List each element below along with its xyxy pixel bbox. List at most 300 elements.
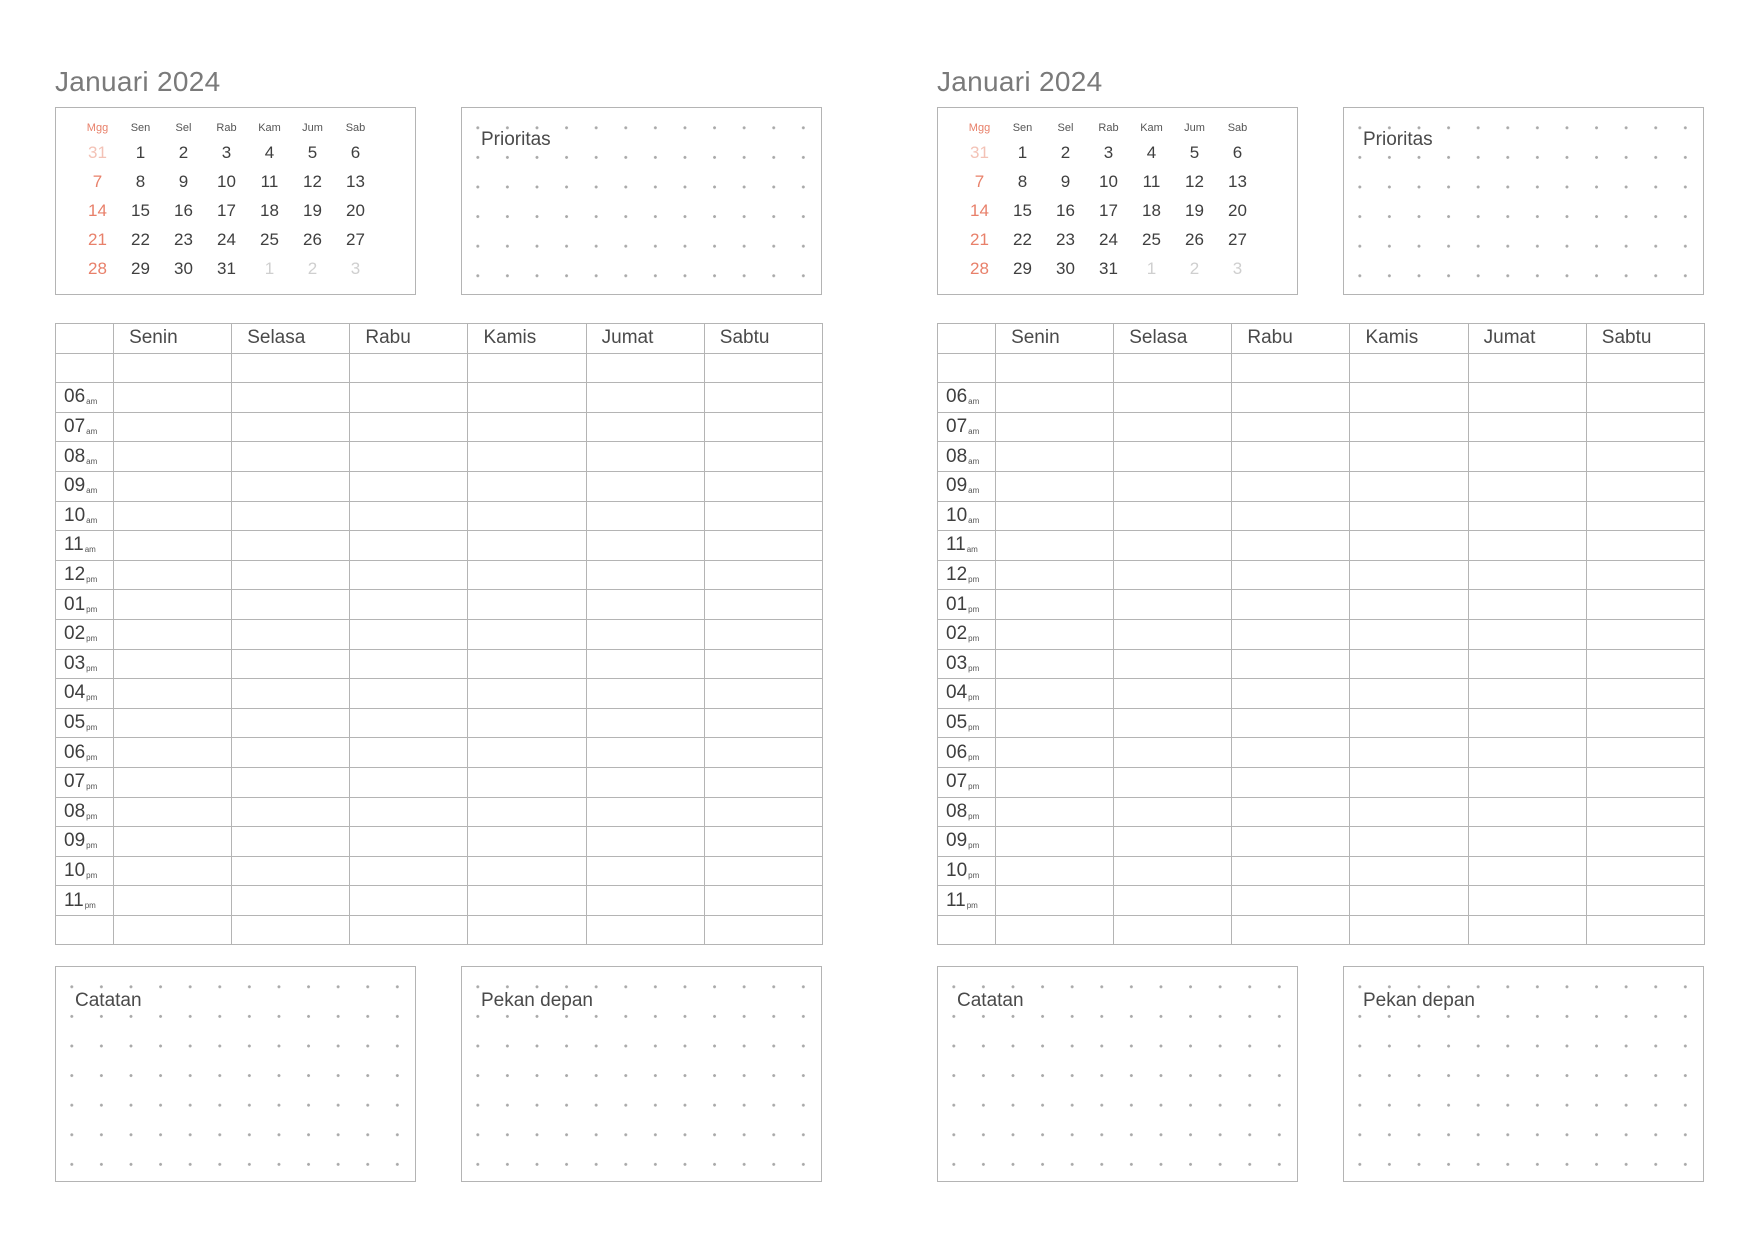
mini-calendar-day[interactable]: 15 xyxy=(1013,200,1032,220)
schedule-slot[interactable] xyxy=(114,708,232,738)
mini-calendar-day[interactable]: 1 xyxy=(135,142,146,162)
mini-calendar-day[interactable]: 25 xyxy=(260,229,279,249)
schedule-slot[interactable] xyxy=(1586,383,1704,413)
schedule-slot[interactable] xyxy=(232,797,350,827)
schedule-slot[interactable] xyxy=(468,708,586,738)
schedule-slot[interactable] xyxy=(586,412,704,442)
schedule-slot[interactable] xyxy=(704,471,822,501)
schedule-slot[interactable] xyxy=(586,442,704,472)
schedule-slot[interactable] xyxy=(1350,560,1468,590)
schedule-slot[interactable] xyxy=(1350,442,1468,472)
schedule-slot[interactable] xyxy=(232,619,350,649)
mini-calendar-day[interactable]: 18 xyxy=(260,200,279,220)
schedule-slot[interactable] xyxy=(1350,590,1468,620)
schedule-slot[interactable] xyxy=(1114,383,1232,413)
schedule-slot[interactable] xyxy=(1468,679,1586,709)
mini-calendar-day[interactable]: 12 xyxy=(1185,171,1204,191)
schedule-slot[interactable] xyxy=(1586,856,1704,886)
schedule-slot[interactable] xyxy=(232,531,350,561)
schedule-slot[interactable] xyxy=(114,560,232,590)
schedule-slot[interactable] xyxy=(1350,383,1468,413)
schedule-slot[interactable] xyxy=(996,383,1114,413)
schedule-slot[interactable] xyxy=(1468,353,1586,383)
schedule-slot[interactable] xyxy=(704,886,822,916)
schedule-slot[interactable] xyxy=(704,560,822,590)
schedule-slot[interactable] xyxy=(1586,649,1704,679)
next-week-box[interactable] xyxy=(461,966,822,1182)
schedule-slot[interactable] xyxy=(996,442,1114,472)
schedule-slot[interactable] xyxy=(704,353,822,383)
mini-calendar-day[interactable]: 31 xyxy=(217,258,236,278)
schedule-slot[interactable] xyxy=(114,856,232,886)
schedule-slot[interactable] xyxy=(232,738,350,768)
schedule-slot[interactable] xyxy=(1468,738,1586,768)
mini-calendar-day[interactable]: 21 xyxy=(970,229,989,249)
schedule-slot[interactable] xyxy=(1232,531,1350,561)
mini-calendar-day[interactable]: 11 xyxy=(1142,171,1161,191)
mini-calendar-day[interactable]: 2 xyxy=(1189,258,1200,278)
schedule-slot[interactable] xyxy=(704,797,822,827)
schedule-slot[interactable] xyxy=(1350,353,1468,383)
schedule-slot[interactable] xyxy=(1114,679,1232,709)
schedule-slot[interactable] xyxy=(1468,501,1586,531)
schedule-slot[interactable] xyxy=(468,797,586,827)
schedule-slot[interactable] xyxy=(468,471,586,501)
schedule-slot[interactable] xyxy=(586,738,704,768)
schedule-slot[interactable] xyxy=(350,797,468,827)
schedule-slot[interactable] xyxy=(1350,531,1468,561)
schedule-slot[interactable] xyxy=(1232,679,1350,709)
mini-calendar-day[interactable]: 20 xyxy=(1228,200,1247,220)
mini-calendar-day[interactable]: 1 xyxy=(1146,258,1157,278)
mini-calendar-day[interactable]: 5 xyxy=(1189,142,1200,162)
schedule-slot[interactable] xyxy=(996,915,1114,945)
mini-calendar-day[interactable]: 8 xyxy=(1017,171,1028,191)
schedule-slot[interactable] xyxy=(1350,501,1468,531)
schedule-slot[interactable] xyxy=(996,797,1114,827)
schedule-slot[interactable] xyxy=(1350,738,1468,768)
schedule-slot[interactable] xyxy=(586,886,704,916)
schedule-slot[interactable] xyxy=(114,471,232,501)
schedule-slot[interactable] xyxy=(1586,501,1704,531)
schedule-slot[interactable] xyxy=(996,531,1114,561)
schedule-slot[interactable] xyxy=(1232,619,1350,649)
schedule-slot[interactable] xyxy=(232,560,350,590)
schedule-slot[interactable] xyxy=(1350,619,1468,649)
mini-calendar-day[interactable]: 27 xyxy=(1228,229,1247,249)
schedule-slot[interactable] xyxy=(1114,649,1232,679)
schedule-slot[interactable] xyxy=(468,915,586,945)
schedule-slot[interactable] xyxy=(1586,738,1704,768)
schedule-slot[interactable] xyxy=(350,353,468,383)
schedule-slot[interactable] xyxy=(586,797,704,827)
schedule-slot[interactable] xyxy=(586,767,704,797)
mini-calendar-day[interactable]: 22 xyxy=(131,229,150,249)
schedule-slot[interactable] xyxy=(1114,471,1232,501)
schedule-slot[interactable] xyxy=(704,767,822,797)
mini-calendar-day[interactable]: 3 xyxy=(1232,258,1243,278)
mini-calendar-day[interactable]: 31 xyxy=(1099,258,1118,278)
schedule-slot[interactable] xyxy=(468,383,586,413)
schedule-slot[interactable] xyxy=(232,827,350,857)
mini-calendar-day[interactable]: 23 xyxy=(174,229,193,249)
mini-calendar-day[interactable]: 1 xyxy=(264,258,275,278)
schedule-slot[interactable] xyxy=(1586,886,1704,916)
mini-calendar-day[interactable]: 28 xyxy=(88,258,107,278)
schedule-slot[interactable] xyxy=(1586,797,1704,827)
schedule-slot[interactable] xyxy=(350,383,468,413)
schedule-slot[interactable] xyxy=(114,442,232,472)
schedule-slot[interactable] xyxy=(1232,442,1350,472)
schedule-slot[interactable] xyxy=(350,679,468,709)
schedule-slot[interactable] xyxy=(350,738,468,768)
schedule-slot[interactable] xyxy=(1468,471,1586,501)
schedule-slot[interactable] xyxy=(996,827,1114,857)
schedule-slot[interactable] xyxy=(704,619,822,649)
schedule-slot[interactable] xyxy=(1468,797,1586,827)
mini-calendar-day[interactable]: 17 xyxy=(1099,200,1118,220)
schedule-slot[interactable] xyxy=(1114,412,1232,442)
schedule-slot[interactable] xyxy=(1114,501,1232,531)
schedule-slot[interactable] xyxy=(1350,886,1468,916)
mini-calendar-day[interactable]: 23 xyxy=(1056,229,1075,249)
mini-calendar-day[interactable]: 14 xyxy=(970,200,989,220)
schedule-slot[interactable] xyxy=(468,353,586,383)
schedule-slot[interactable] xyxy=(350,886,468,916)
mini-calendar-day[interactable]: 24 xyxy=(1099,229,1118,249)
schedule-slot[interactable] xyxy=(1350,767,1468,797)
schedule-slot[interactable] xyxy=(704,649,822,679)
schedule-slot[interactable] xyxy=(1232,738,1350,768)
schedule-slot[interactable] xyxy=(1586,353,1704,383)
schedule-slot[interactable] xyxy=(1232,797,1350,827)
mini-calendar-day[interactable]: 29 xyxy=(131,258,150,278)
schedule-slot[interactable] xyxy=(1114,590,1232,620)
mini-calendar-day[interactable]: 24 xyxy=(217,229,236,249)
schedule-slot[interactable] xyxy=(996,856,1114,886)
schedule-slot[interactable] xyxy=(1586,531,1704,561)
mini-calendar-day[interactable]: 1 xyxy=(1017,142,1028,162)
schedule-slot[interactable] xyxy=(350,767,468,797)
schedule-slot[interactable] xyxy=(1468,827,1586,857)
schedule-slot[interactable] xyxy=(1586,619,1704,649)
mini-calendar-day[interactable]: 19 xyxy=(303,200,322,220)
mini-calendar-day[interactable]: 26 xyxy=(1185,229,1204,249)
schedule-slot[interactable] xyxy=(704,383,822,413)
mini-calendar-day[interactable]: 10 xyxy=(1099,171,1118,191)
schedule-slot[interactable] xyxy=(114,767,232,797)
schedule-slot[interactable] xyxy=(350,827,468,857)
schedule-slot[interactable] xyxy=(232,915,350,945)
mini-calendar-day[interactable]: 5 xyxy=(307,142,318,162)
schedule-slot[interactable] xyxy=(1586,708,1704,738)
schedule-slot[interactable] xyxy=(1114,738,1232,768)
mini-calendar-day[interactable]: 21 xyxy=(88,229,107,249)
mini-calendar-day[interactable]: 13 xyxy=(1228,171,1247,191)
schedule-slot[interactable] xyxy=(114,353,232,383)
schedule-slot[interactable] xyxy=(468,501,586,531)
schedule-slot[interactable] xyxy=(586,827,704,857)
schedule-slot[interactable] xyxy=(704,679,822,709)
schedule-slot[interactable] xyxy=(1232,886,1350,916)
schedule-slot[interactable] xyxy=(232,501,350,531)
mini-calendar-day[interactable]: 31 xyxy=(970,142,989,162)
schedule-slot[interactable] xyxy=(704,856,822,886)
mini-calendar-day[interactable]: 25 xyxy=(1142,229,1161,249)
schedule-slot[interactable] xyxy=(1468,619,1586,649)
next-week-box[interactable] xyxy=(1343,966,1704,1182)
schedule-slot[interactable] xyxy=(1232,590,1350,620)
mini-calendar-day[interactable]: 13 xyxy=(346,171,365,191)
schedule-slot[interactable] xyxy=(1350,856,1468,886)
schedule-slot[interactable] xyxy=(1232,708,1350,738)
schedule-slot[interactable] xyxy=(114,501,232,531)
schedule-slot[interactable] xyxy=(1114,619,1232,649)
schedule-slot[interactable] xyxy=(1232,501,1350,531)
schedule-slot[interactable] xyxy=(350,442,468,472)
schedule-slot[interactable] xyxy=(1586,412,1704,442)
schedule-slot[interactable] xyxy=(586,649,704,679)
schedule-slot[interactable] xyxy=(114,590,232,620)
schedule-slot[interactable] xyxy=(1232,915,1350,945)
schedule-slot[interactable] xyxy=(1586,590,1704,620)
mini-calendar-day[interactable]: 30 xyxy=(1056,258,1075,278)
schedule-slot[interactable] xyxy=(468,856,586,886)
schedule-slot[interactable] xyxy=(996,738,1114,768)
schedule-slot[interactable] xyxy=(232,590,350,620)
schedule-slot[interactable] xyxy=(468,560,586,590)
priorities-box[interactable] xyxy=(1343,107,1704,295)
schedule-slot[interactable] xyxy=(1468,767,1586,797)
schedule-slot[interactable] xyxy=(350,649,468,679)
schedule-slot[interactable] xyxy=(1114,915,1232,945)
schedule-slot[interactable] xyxy=(704,708,822,738)
mini-calendar-day[interactable]: 9 xyxy=(1060,171,1071,191)
schedule-slot[interactable] xyxy=(1232,412,1350,442)
schedule-slot[interactable] xyxy=(586,708,704,738)
schedule-slot[interactable] xyxy=(114,619,232,649)
mini-calendar-day[interactable]: 11 xyxy=(260,171,279,191)
schedule-slot[interactable] xyxy=(586,353,704,383)
schedule-slot[interactable] xyxy=(1232,471,1350,501)
mini-calendar-day[interactable]: 19 xyxy=(1185,200,1204,220)
mini-calendar-day[interactable]: 8 xyxy=(135,171,146,191)
schedule-slot[interactable] xyxy=(1350,471,1468,501)
schedule-slot[interactable] xyxy=(232,353,350,383)
mini-calendar-day[interactable]: 7 xyxy=(974,171,985,191)
schedule-slot[interactable] xyxy=(114,915,232,945)
schedule-slot[interactable] xyxy=(468,412,586,442)
mini-calendar-day[interactable]: 10 xyxy=(217,171,236,191)
schedule-slot[interactable] xyxy=(350,915,468,945)
mini-calendar-day[interactable]: 2 xyxy=(1060,142,1071,162)
schedule-slot[interactable] xyxy=(1232,856,1350,886)
schedule-slot[interactable] xyxy=(586,590,704,620)
schedule-slot[interactable] xyxy=(996,412,1114,442)
mini-calendar-day[interactable]: 28 xyxy=(970,258,989,278)
schedule-slot[interactable] xyxy=(1232,827,1350,857)
schedule-slot[interactable] xyxy=(350,856,468,886)
schedule-slot[interactable] xyxy=(350,619,468,649)
schedule-slot[interactable] xyxy=(232,767,350,797)
schedule-slot[interactable] xyxy=(704,442,822,472)
schedule-slot[interactable] xyxy=(1468,708,1586,738)
schedule-slot[interactable] xyxy=(1114,708,1232,738)
schedule-slot[interactable] xyxy=(350,471,468,501)
schedule-slot[interactable] xyxy=(996,708,1114,738)
schedule-slot[interactable] xyxy=(350,590,468,620)
schedule-slot[interactable] xyxy=(468,649,586,679)
schedule-slot[interactable] xyxy=(1468,412,1586,442)
schedule-slot[interactable] xyxy=(1468,590,1586,620)
schedule-slot[interactable] xyxy=(1232,649,1350,679)
schedule-slot[interactable] xyxy=(1586,915,1704,945)
mini-calendar-day[interactable]: 30 xyxy=(174,258,193,278)
schedule-slot[interactable] xyxy=(114,531,232,561)
schedule-slot[interactable] xyxy=(468,767,586,797)
schedule-slot[interactable] xyxy=(1468,442,1586,472)
schedule-slot[interactable] xyxy=(1468,886,1586,916)
mini-calendar-day[interactable]: 3 xyxy=(1103,142,1114,162)
mini-calendar-day[interactable]: 2 xyxy=(178,142,189,162)
schedule-slot[interactable] xyxy=(350,708,468,738)
schedule-slot[interactable] xyxy=(114,738,232,768)
schedule-slot[interactable] xyxy=(1232,353,1350,383)
schedule-slot[interactable] xyxy=(1114,531,1232,561)
schedule-slot[interactable] xyxy=(350,560,468,590)
schedule-slot[interactable] xyxy=(996,471,1114,501)
mini-calendar-day[interactable]: 27 xyxy=(346,229,365,249)
schedule-slot[interactable] xyxy=(1468,560,1586,590)
schedule-slot[interactable] xyxy=(1586,767,1704,797)
schedule-slot[interactable] xyxy=(704,590,822,620)
schedule-slot[interactable] xyxy=(1350,708,1468,738)
schedule-slot[interactable] xyxy=(586,619,704,649)
mini-calendar-day[interactable]: 29 xyxy=(1013,258,1032,278)
schedule-slot[interactable] xyxy=(468,738,586,768)
schedule-slot[interactable] xyxy=(350,531,468,561)
mini-calendar-day[interactable]: 7 xyxy=(92,171,103,191)
schedule-slot[interactable] xyxy=(996,590,1114,620)
mini-calendar-day[interactable]: 26 xyxy=(303,229,322,249)
mini-calendar-day[interactable]: 17 xyxy=(217,200,236,220)
mini-calendar-day[interactable]: 14 xyxy=(88,200,107,220)
schedule-slot[interactable] xyxy=(1350,649,1468,679)
schedule-slot[interactable] xyxy=(996,767,1114,797)
schedule-slot[interactable] xyxy=(1114,856,1232,886)
schedule-slot[interactable] xyxy=(468,827,586,857)
schedule-slot[interactable] xyxy=(1114,353,1232,383)
schedule-slot[interactable] xyxy=(1586,560,1704,590)
schedule-slot[interactable] xyxy=(1114,827,1232,857)
schedule-slot[interactable] xyxy=(586,915,704,945)
schedule-slot[interactable] xyxy=(1350,797,1468,827)
mini-calendar-day[interactable]: 4 xyxy=(1146,142,1157,162)
schedule-slot[interactable] xyxy=(704,501,822,531)
schedule-slot[interactable] xyxy=(1114,560,1232,590)
schedule-slot[interactable] xyxy=(468,679,586,709)
schedule-slot[interactable] xyxy=(114,679,232,709)
schedule-slot[interactable] xyxy=(1114,797,1232,827)
schedule-slot[interactable] xyxy=(1350,915,1468,945)
mini-calendar-day[interactable]: 3 xyxy=(221,142,232,162)
schedule-slot[interactable] xyxy=(996,353,1114,383)
schedule-slot[interactable] xyxy=(586,501,704,531)
schedule-slot[interactable] xyxy=(586,679,704,709)
mini-calendar-day[interactable]: 16 xyxy=(174,200,193,220)
mini-calendar-day[interactable]: 16 xyxy=(1056,200,1075,220)
schedule-slot[interactable] xyxy=(1350,827,1468,857)
schedule-slot[interactable] xyxy=(704,531,822,561)
schedule-slot[interactable] xyxy=(1232,560,1350,590)
schedule-slot[interactable] xyxy=(232,442,350,472)
schedule-slot[interactable] xyxy=(1114,442,1232,472)
schedule-slot[interactable] xyxy=(1468,531,1586,561)
notes-box[interactable] xyxy=(55,966,416,1182)
schedule-slot[interactable] xyxy=(1586,471,1704,501)
mini-calendar-day[interactable]: 4 xyxy=(264,142,275,162)
schedule-slot[interactable] xyxy=(232,649,350,679)
schedule-slot[interactable] xyxy=(232,471,350,501)
schedule-slot[interactable] xyxy=(232,856,350,886)
schedule-slot[interactable] xyxy=(996,501,1114,531)
schedule-slot[interactable] xyxy=(114,886,232,916)
schedule-slot[interactable] xyxy=(232,383,350,413)
schedule-slot[interactable] xyxy=(996,679,1114,709)
priorities-box[interactable] xyxy=(461,107,822,295)
schedule-slot[interactable] xyxy=(586,383,704,413)
schedule-slot[interactable] xyxy=(350,501,468,531)
mini-calendar-day[interactable]: 18 xyxy=(1142,200,1161,220)
schedule-slot[interactable] xyxy=(704,827,822,857)
schedule-slot[interactable] xyxy=(1468,915,1586,945)
schedule-slot[interactable] xyxy=(586,471,704,501)
schedule-slot[interactable] xyxy=(996,886,1114,916)
schedule-slot[interactable] xyxy=(468,886,586,916)
schedule-slot[interactable] xyxy=(996,560,1114,590)
schedule-slot[interactable] xyxy=(468,590,586,620)
schedule-slot[interactable] xyxy=(232,708,350,738)
schedule-slot[interactable] xyxy=(232,412,350,442)
schedule-slot[interactable] xyxy=(114,827,232,857)
notes-box[interactable] xyxy=(937,966,1298,1182)
schedule-slot[interactable] xyxy=(114,412,232,442)
mini-calendar-day[interactable]: 12 xyxy=(303,171,322,191)
schedule-slot[interactable] xyxy=(232,886,350,916)
schedule-slot[interactable] xyxy=(704,915,822,945)
schedule-slot[interactable] xyxy=(1232,767,1350,797)
schedule-slot[interactable] xyxy=(468,531,586,561)
schedule-slot[interactable] xyxy=(1586,679,1704,709)
schedule-slot[interactable] xyxy=(468,619,586,649)
schedule-slot[interactable] xyxy=(1468,383,1586,413)
mini-calendar-day[interactable]: 31 xyxy=(88,142,107,162)
mini-calendar-day[interactable]: 2 xyxy=(307,258,318,278)
mini-calendar-day[interactable]: 3 xyxy=(350,258,361,278)
schedule-slot[interactable] xyxy=(1114,886,1232,916)
schedule-slot[interactable] xyxy=(1586,442,1704,472)
schedule-slot[interactable] xyxy=(114,649,232,679)
mini-calendar-day[interactable]: 22 xyxy=(1013,229,1032,249)
schedule-slot[interactable] xyxy=(1586,827,1704,857)
schedule-slot[interactable] xyxy=(114,383,232,413)
schedule-slot[interactable] xyxy=(704,412,822,442)
schedule-slot[interactable] xyxy=(996,649,1114,679)
schedule-slot[interactable] xyxy=(468,442,586,472)
schedule-slot[interactable] xyxy=(996,619,1114,649)
schedule-slot[interactable] xyxy=(704,738,822,768)
mini-calendar-day[interactable]: 20 xyxy=(346,200,365,220)
